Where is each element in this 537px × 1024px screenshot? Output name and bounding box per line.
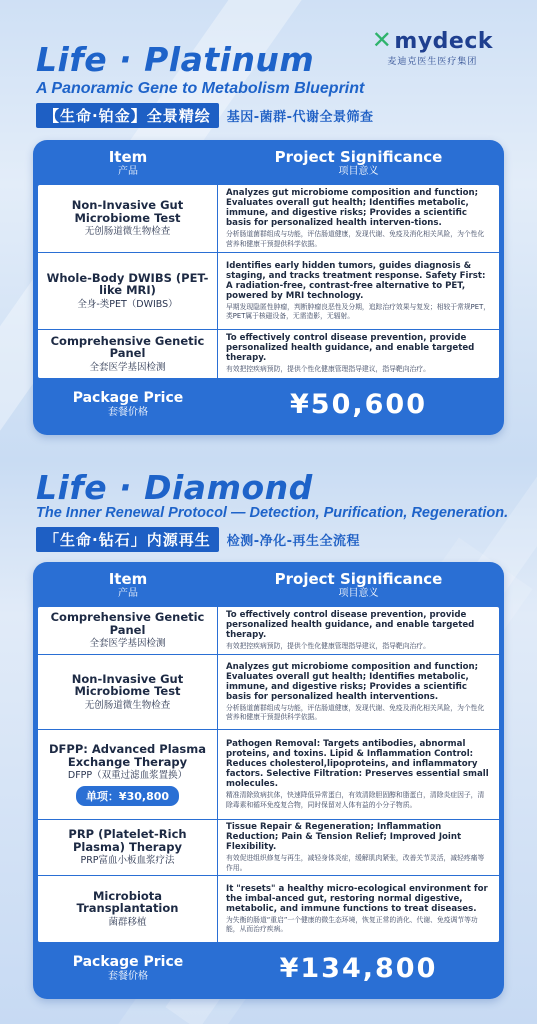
item-name-cn: 无创肠道微生物检查	[84, 699, 171, 711]
package-price-row	[38, 942, 499, 994]
significance-text-cn: 分析肠道菌群组成与功能，评估肠道健康，发现代谢、免疫及消化相关风险，为个性化营养和健康干预提供科学依据。	[226, 703, 485, 721]
significance-text: It "resets" a healthy micro-ecological environment for the imbal-anced gut, restoring normal digestive, metabolic, and immune functions to treat diseases.	[226, 883, 488, 914]
table-row	[38, 330, 499, 378]
item-name-cn: 全身-类PET（DWIBS）	[77, 298, 178, 310]
significance-text-cn: 有效促进组织修复与再生，减轻身体炎症，缓解肌肉紧张，改善关节灵活，减轻疼痛等作用。	[226, 854, 485, 872]
diamond-tag-extra: 检测-净化-再生全流程	[226, 534, 360, 549]
item-name: Microbiota Transplantation	[76, 888, 179, 915]
price-label-cn: 套餐价格	[108, 970, 148, 982]
header-significance: Project Significance	[274, 570, 443, 588]
brand-mark-icon: ✕	[371, 26, 393, 54]
price-label-cn: 套餐价格	[108, 406, 148, 418]
item-name: Comprehensive Genetic Panel	[50, 610, 205, 637]
brand-logo	[372, 26, 493, 67]
table-row	[38, 876, 499, 942]
significance-text: To effectively control disease prevention, provide personalized health guidance, and enable targeted therapy.	[226, 609, 475, 640]
price-label: Package Price	[72, 953, 184, 970]
item-name: Comprehensive Genetic Panel	[50, 333, 205, 360]
item-name: PRP (Platelet-Rich Plasma) Therapy	[68, 827, 187, 854]
item-name: DFPP: Advanced Plasma Exchange Therapy	[48, 742, 206, 769]
table-row	[38, 655, 499, 730]
item-name: Non-Invasive Gut Microbiome Test	[71, 198, 184, 225]
platinum-table	[33, 140, 504, 435]
platinum-tag-extra: 基因-菌群-代谢全景筛查	[226, 110, 374, 125]
significance-text: Analyzes gut microbiome composition and function; Evaluates overall gut health; Identifies metabolic, immune, and digestive risks; Provides a scientific basis for personalized health interventions.	[226, 661, 479, 702]
significance-text: Tissue Repair & Regeneration; Inflammation Reduction; Pain & Tension Relief; Improved Joint Flexibility.	[226, 822, 462, 852]
header-item: Item	[108, 570, 148, 588]
significance-text: Analyzes gut microbiome composition and function; Evaluates overall gut health; Identifies metabolic, immune, and digestive risks; Provides a scientific basis for personalized health interven-tions.	[226, 188, 479, 228]
item-name: Whole-Body DWIBS (PET-like MRI)	[46, 270, 209, 297]
brand-name: mydeck	[394, 29, 493, 54]
item-name-cn: 无创肠道微生物检查	[84, 226, 171, 237]
platinum-tagline	[36, 103, 374, 128]
significance-text-cn: 有效把控疾病预防，提供个性化健康管理指导建议，指导靶向治疗。	[226, 365, 430, 374]
significance-text: Pathogen Removal: Targets antibodies, abnormal proteins, and toxins. Lipid & Inflammation Control: Reduces cholesterol,lipoproteins, and inflammatory factors. Selective Filtration: Preserves essential small molecules.	[226, 739, 489, 789]
table-row	[38, 185, 499, 253]
table-row	[38, 607, 499, 655]
header-significance-cn: 项目意义	[338, 588, 379, 599]
header-item-cn: 产品	[118, 166, 138, 177]
item-name-cn: 全套医学基因检测	[89, 361, 166, 373]
item-name: Non-Invasive Gut Microbiome Test	[71, 671, 184, 698]
table-header	[38, 567, 499, 607]
price-label: Package Price	[72, 389, 184, 406]
significance-text-cn: 为失衡的肠道“重启”一个健康的微生态环境，恢复正常的消化、代谢、免疫调节等功能，从而治疗疾病。	[226, 915, 478, 933]
table-body	[38, 185, 499, 378]
header-significance-cn: 项目意义	[338, 166, 379, 177]
significance-text-cn: 精准清除致病抗体，快速降低异常蛋白，有效清除胆固醇和脂蛋白，清除炎症因子，清除毒素和循环免疫复合物，同时保留对人体有益的小分子物质。	[226, 791, 485, 809]
table-row	[38, 253, 499, 330]
package-price-row	[38, 378, 499, 430]
item-name-cn: 全套医学基因检测	[89, 638, 166, 649]
significance-text-cn: 有效把控疾病预防，提供个性化健康管理指导建议，指导靶向治疗。	[226, 641, 430, 650]
header-significance: Project Significance	[274, 148, 443, 166]
significance-text-cn: 早期发现隐匿性肿瘤，判断肿瘤良恶性及分期，追踪治疗效果与复发；相较于常规PET，类PET属于核磁设备，无需造影，无辐射。	[226, 302, 491, 320]
header-item: Item	[108, 148, 148, 166]
package-price: ¥134,800	[279, 952, 438, 984]
significance-text-cn: 分析肠道菌群组成与功能，评估肠道健康，发现代谢、免疫及消化相关风险，为个性化营养和健康干预提供科学依据。	[226, 230, 485, 248]
platinum-subtitle: A Panoramic Gene to Metabolism Blueprint	[36, 80, 365, 97]
significance-text: Identifies early hidden tumors, guides diagnosis & staging, and tracks treatment response. Safety First: A radiation-free, contrast-free alternative to PET, powered by MRI technology.	[226, 260, 486, 301]
single-price-badge: 单项：¥30,800	[76, 786, 179, 806]
package-price: ¥50,600	[290, 388, 427, 420]
item-name-cn: PRP富血小板血浆疗法	[80, 855, 175, 866]
item-name-cn: DFPP（双重过滤血浆置换）	[67, 770, 188, 781]
diamond-tagline	[36, 527, 360, 552]
table-body	[38, 607, 499, 942]
diamond-title: Life · Diamond	[36, 468, 313, 507]
table-row	[38, 730, 499, 820]
significance-text: To effectively control disease prevention, provide personalized health guidance, and enable targeted therapy.	[226, 333, 475, 364]
brand-subtitle: 麦迪克医生医疗集团	[387, 57, 478, 67]
diamond-tag: 「生命·钻石」内源再生	[36, 527, 219, 552]
header-item-cn: 产品	[118, 588, 138, 599]
diamond-subtitle: The Inner Renewal Protocol — Detection, Purification, Regeneration.	[36, 505, 509, 521]
table-header	[38, 145, 499, 185]
platinum-title: Life · Platinum	[36, 40, 315, 79]
table-row	[38, 820, 499, 876]
platinum-tag: 【生命·铂金】全景精绘	[36, 103, 219, 128]
item-name-cn: 菌群移植	[108, 916, 147, 928]
diamond-table	[33, 562, 504, 999]
